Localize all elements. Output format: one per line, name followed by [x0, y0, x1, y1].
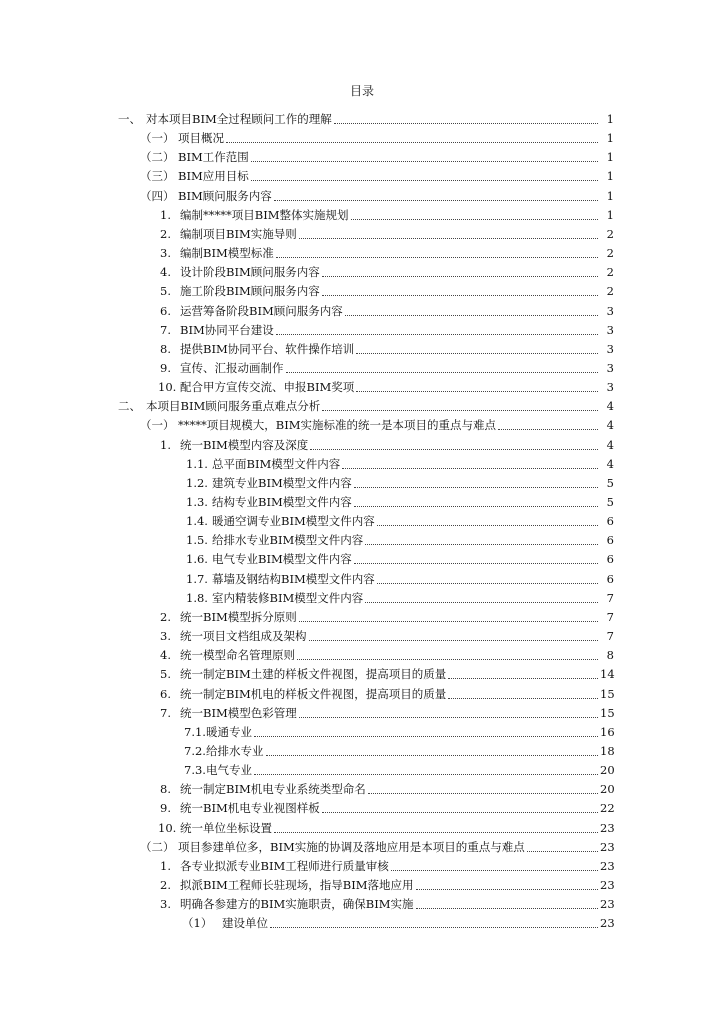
toc-entry-page: 1	[606, 150, 614, 165]
toc-entry-title: 统一制定BIM土建的样板文件视图，提高项目的质量	[180, 667, 447, 682]
toc-entry-title: 编制*****项目BIM整体实施规划	[180, 207, 349, 222]
toc-entry-number: 1.3.	[186, 495, 208, 509]
toc-entry-page: 23	[600, 820, 615, 835]
toc-entry-title: 明确各参建方的BIM实施职责，确保BIM实施	[180, 897, 414, 912]
toc-entry[interactable]	[160, 606, 614, 625]
toc-leader-dots	[274, 200, 598, 201]
toc-entry-title: 给排水专业BIM模型文件内容	[212, 533, 364, 548]
toc-entry-number: 4.	[160, 648, 171, 663]
toc-entry-title: 统一BIM模型拆分原则	[180, 609, 297, 624]
toc-entry-page: 6	[606, 514, 614, 529]
toc-entry-page: 15	[600, 705, 615, 720]
toc-entry[interactable]	[184, 740, 614, 759]
toc-entry-page: 7	[606, 609, 614, 624]
toc-entry-number: 7.1.	[184, 724, 206, 739]
toc-entry-title: 统一制定BIM机电的样板文件视图，提高项目的质量	[180, 686, 447, 701]
toc-entry[interactable]	[184, 759, 614, 778]
toc-entry[interactable]	[160, 261, 614, 280]
toc-entry-title: 项目概况	[178, 131, 224, 146]
toc-entry-page: 6	[606, 533, 614, 548]
toc-entry-page: 1	[606, 207, 614, 222]
toc-leader-dots	[351, 219, 598, 220]
toc-leader-dots	[297, 659, 598, 660]
toc-entry-page: 1	[606, 112, 614, 126]
toc-leader-dots	[251, 161, 598, 162]
toc-entry-title: 施工阶段BIM顾问服务内容	[180, 284, 320, 299]
toc-entry-page: 7	[606, 629, 614, 644]
toc-leader-dots	[377, 525, 598, 526]
toc-entry-page: 6	[606, 552, 614, 567]
toc-entry-page: 7	[606, 590, 614, 605]
toc-entry[interactable]	[160, 204, 614, 223]
toc-entry-page: 16	[600, 724, 615, 739]
toc-leader-dots	[342, 468, 598, 469]
toc-leader-dots	[299, 621, 598, 622]
toc-entry-title: *****项目规模大，BIM实施标准的统一是本项目的重点与难点	[178, 418, 497, 433]
toc-leader-dots	[356, 353, 598, 354]
toc-leader-dots	[322, 276, 598, 277]
toc-entry[interactable]	[160, 357, 614, 376]
toc-entry-number: 10.	[158, 820, 177, 835]
toc-entry[interactable]	[160, 702, 614, 721]
toc-leader-dots	[254, 736, 598, 737]
toc-entry-number: （一）	[140, 131, 175, 146]
toc-entry-title: 项目参建单位多，BIM实施的协调及落地应用是本项目的重点与难点	[178, 839, 525, 854]
toc-entry-title: 统一BIM模型色彩管理	[180, 705, 297, 720]
toc-entry[interactable]	[140, 836, 614, 855]
toc-entry[interactable]	[160, 683, 614, 702]
toc-entry-number: 9.	[160, 801, 171, 816]
toc-leader-dots	[448, 678, 598, 679]
toc-entry-page: 14	[600, 667, 615, 682]
toc-leader-dots	[266, 755, 599, 756]
toc-leader-dots	[322, 410, 598, 411]
toc-entry-number: 1.5.	[186, 533, 208, 548]
toc-entry-number: 2.	[160, 226, 171, 241]
toc-entry-page: 6	[606, 571, 614, 586]
toc-entry[interactable]	[140, 414, 614, 433]
toc-entry[interactable]	[186, 453, 614, 472]
toc-entry-number: 2.	[160, 878, 171, 892]
toc-entry-title: 统一模型命名管理原则	[180, 648, 295, 663]
toc-entry-number: 1.7.	[186, 571, 208, 586]
toc-entry[interactable]	[186, 529, 614, 548]
toc-leader-dots	[416, 889, 598, 890]
toc-leader-dots	[354, 487, 598, 488]
toc-leader-dots	[286, 372, 599, 373]
toc-entry[interactable]	[140, 127, 614, 146]
toc-entry-number: 6.	[160, 303, 171, 318]
toc-entry-title: 电气专业BIM模型文件内容	[212, 552, 352, 567]
toc-entry-page: 2	[606, 265, 614, 280]
toc-entry-page: 3	[606, 360, 614, 375]
toc-entry-number: 3.	[160, 246, 171, 261]
toc-entry-number: 二、	[118, 399, 141, 414]
toc-entry-page: 23	[600, 858, 615, 873]
toc-entry-page: 3	[606, 303, 614, 318]
toc-leader-dots	[310, 449, 598, 450]
toc-entry-title: 电气专业	[206, 763, 252, 778]
toc-entry-title: 编制项目BIM实施导则	[180, 226, 297, 241]
toc-entry-page: 8	[606, 648, 614, 663]
toc-entry-page: 23	[600, 897, 615, 912]
toc-entry-page: 3	[606, 341, 614, 356]
toc-leader-dots	[322, 295, 598, 296]
toc-entry-number: 3.	[160, 897, 171, 912]
page-title: 目录	[349, 84, 374, 98]
toc-entry[interactable]	[182, 912, 614, 931]
toc-entry-title: 本项目BIM顾问服务重点难点分析	[146, 399, 321, 414]
toc-entry-title: BIM顾问服务内容	[178, 188, 272, 203]
toc-entry-number: （1）	[182, 916, 213, 931]
toc-entry-title: 拟派BIM工程师长驻现场，指导BIM落地应用	[180, 878, 414, 892]
toc-leader-dots	[276, 334, 598, 335]
toc-entry-title: 提供BIM协同平台、软件操作培训	[180, 341, 355, 356]
toc-entry-number: 7.	[160, 322, 171, 337]
toc-entry-page: 5	[606, 475, 614, 490]
toc-entry-title: 编制BIM模型标准	[180, 246, 274, 261]
toc-entry-title: 给排水专业	[206, 743, 264, 758]
toc-entry-title: 室内精装修BIM模型文件内容	[212, 590, 364, 605]
toc-entry-title: 统一BIM机电专业视图样板	[180, 801, 320, 816]
toc-entry-title: BIM协同平台建设	[180, 322, 274, 337]
toc-entry-page: 1	[606, 169, 614, 184]
toc-entry-number: 10.	[158, 380, 177, 395]
toc-leader-dots	[365, 544, 598, 545]
toc-leader-dots	[448, 698, 598, 699]
toc-entry-number: 8.	[160, 782, 171, 797]
toc-entry[interactable]	[160, 242, 614, 261]
toc-entry-page: 1	[606, 188, 614, 203]
toc-entry-title: 统一制定BIM机电专业系统类型命名	[180, 782, 366, 797]
toc-entry[interactable]	[160, 280, 614, 299]
toc-entry-number: 9.	[160, 360, 171, 375]
toc-entry-title: 对本项目BIM全过程顾问工作的理解	[146, 112, 332, 126]
toc-entry-number: 1.	[160, 207, 171, 222]
toc-leader-dots	[226, 142, 598, 143]
toc-entry[interactable]	[186, 510, 614, 529]
toc-entry-page: 4	[606, 418, 614, 433]
toc-entry[interactable]	[160, 855, 614, 874]
toc-entry[interactable]	[160, 300, 614, 319]
toc-entry-number: 6.	[160, 686, 171, 701]
toc-entry-number: 1.	[160, 437, 171, 452]
toc-leader-dots	[416, 908, 598, 909]
toc-entry-page: 20	[600, 782, 615, 797]
toc-leader-dots	[254, 774, 598, 775]
toc-entry-title: 幕墙及钢结构BIM模型文件内容	[212, 571, 375, 586]
toc-entry-title: 总平面BIM模型文件内容	[212, 456, 341, 471]
toc-entry-number: 7.	[160, 705, 171, 720]
toc-entry-page: 15	[600, 686, 615, 701]
toc-entry-title: 各专业拟派专业BIM工程师进行质量审核	[180, 858, 389, 873]
toc-entry[interactable]	[160, 778, 614, 797]
toc-entry[interactable]	[186, 472, 614, 491]
toc-entry-number: （一）	[140, 418, 175, 433]
toc-entry-number: 7.3.	[184, 763, 206, 778]
toc-entry[interactable]	[160, 223, 614, 242]
toc-entry-title: 宣传、汇报动画制作	[180, 360, 284, 375]
toc-entry[interactable]	[186, 587, 614, 606]
toc-entry-number: 8.	[160, 341, 171, 356]
toc-entry-number: 7.2.	[184, 743, 206, 758]
toc-entry-page: 23	[600, 839, 615, 854]
toc-entry-title: 暖通空调专业BIM模型文件内容	[212, 514, 375, 529]
toc-leader-dots	[276, 257, 598, 258]
toc-leader-dots	[354, 506, 598, 507]
toc-leader-dots	[334, 123, 598, 124]
toc-entry-page: 4	[606, 399, 614, 414]
toc-leader-dots	[527, 851, 598, 852]
toc-entry[interactable]	[160, 663, 614, 682]
toc-entry[interactable]	[160, 874, 614, 893]
toc-leader-dots	[365, 602, 598, 603]
toc-leader-dots	[368, 793, 598, 794]
toc-entry-title: 设计阶段BIM顾问服务内容	[180, 265, 320, 280]
toc-entry-page: 23	[600, 878, 615, 892]
toc-entry-title: BIM应用目标	[178, 169, 249, 184]
toc-entry-page: 4	[606, 437, 614, 452]
toc-entry-title: 建筑专业BIM模型文件内容	[212, 475, 352, 490]
toc-entry-number: 4.	[160, 265, 171, 280]
toc-leader-dots	[498, 429, 598, 430]
toc-entry[interactable]	[158, 376, 614, 395]
toc-entry-number: 5.	[160, 284, 171, 299]
toc-entry-number: 1.8.	[186, 590, 208, 605]
toc-entry-title: 运营筹备阶段BIM顾问服务内容	[180, 303, 343, 318]
toc-entry[interactable]	[160, 644, 614, 663]
toc-entry-number: 1.6.	[186, 552, 208, 567]
toc-entry[interactable]	[160, 434, 614, 453]
toc-leader-dots	[299, 238, 598, 239]
toc-entry[interactable]	[140, 185, 614, 204]
toc-entry-title: BIM工作范围	[178, 150, 249, 165]
toc-leader-dots	[299, 717, 598, 718]
toc-entry[interactable]	[158, 817, 614, 836]
toc-entry-page: 2	[606, 226, 614, 241]
toc-entry-number: （三）	[140, 169, 175, 184]
toc-entry-title: 统一单位坐标设置	[180, 820, 272, 835]
toc-entry[interactable]	[160, 797, 614, 816]
toc-leader-dots	[270, 927, 598, 928]
toc-leader-dots	[345, 315, 598, 316]
toc-entry[interactable]	[118, 395, 614, 414]
toc-entry-number: （四）	[140, 188, 175, 203]
toc-entry-page: 20	[600, 763, 615, 778]
toc-leader-dots	[309, 640, 599, 641]
toc-entry-title: 统一BIM模型内容及深度	[180, 437, 309, 452]
toc-entry-title: 暖通专业	[206, 724, 252, 739]
toc-entry-number: 3.	[160, 629, 171, 644]
toc-leader-dots	[354, 563, 598, 564]
toc-entry-page: 1	[606, 131, 614, 146]
toc-entry-number: 一、	[118, 112, 141, 126]
toc-leader-dots	[377, 583, 598, 584]
toc-entry-page: 2	[606, 246, 614, 261]
toc-entry-page: 5	[606, 495, 614, 509]
toc-entry[interactable]	[184, 721, 614, 740]
toc-entry-page: 23	[600, 916, 615, 931]
toc-leader-dots	[322, 812, 598, 813]
toc-entry-page: 22	[600, 801, 615, 816]
toc-entry-title: 结构专业BIM模型文件内容	[212, 495, 352, 509]
toc-entry-number: 1.4.	[186, 514, 208, 529]
toc-entry[interactable]	[160, 338, 614, 357]
toc-entry-page: 3	[606, 322, 614, 337]
toc-leader-dots	[251, 180, 598, 181]
toc-entry-number: 1.	[160, 858, 171, 873]
toc-entry[interactable]	[160, 319, 614, 338]
toc-entry-number: （二）	[140, 150, 175, 165]
toc-entry[interactable]	[186, 491, 614, 510]
toc-entry-page: 18	[600, 743, 615, 758]
toc-leader-dots	[391, 870, 598, 871]
toc-entry-title: 配合甲方宣传交流、申报BIM奖项	[180, 380, 355, 395]
toc-leader-dots	[274, 832, 598, 833]
toc-entry[interactable]	[160, 625, 614, 644]
toc-entry[interactable]	[140, 165, 614, 184]
toc-entry-number: （二）	[140, 839, 175, 854]
toc-entry[interactable]	[140, 146, 614, 165]
toc-entry-page: 3	[606, 380, 614, 395]
toc-entry-number: 1.2.	[186, 475, 208, 490]
toc-entry-number: 2.	[160, 609, 171, 624]
toc-entry-title: 统一项目文档组成及架构	[180, 629, 307, 644]
toc-leader-dots	[356, 391, 598, 392]
toc-entry-page: 2	[606, 284, 614, 299]
toc-entry[interactable]	[186, 548, 614, 567]
toc-entry-page: 4	[606, 456, 614, 471]
toc-entry[interactable]	[186, 568, 614, 587]
toc-entry-title: 建设单位	[222, 916, 268, 931]
toc-entry[interactable]	[160, 893, 614, 912]
toc-entry[interactable]	[118, 108, 614, 127]
toc-entry-number: 1.1.	[186, 456, 208, 471]
toc-entry-number: 5.	[160, 667, 171, 682]
